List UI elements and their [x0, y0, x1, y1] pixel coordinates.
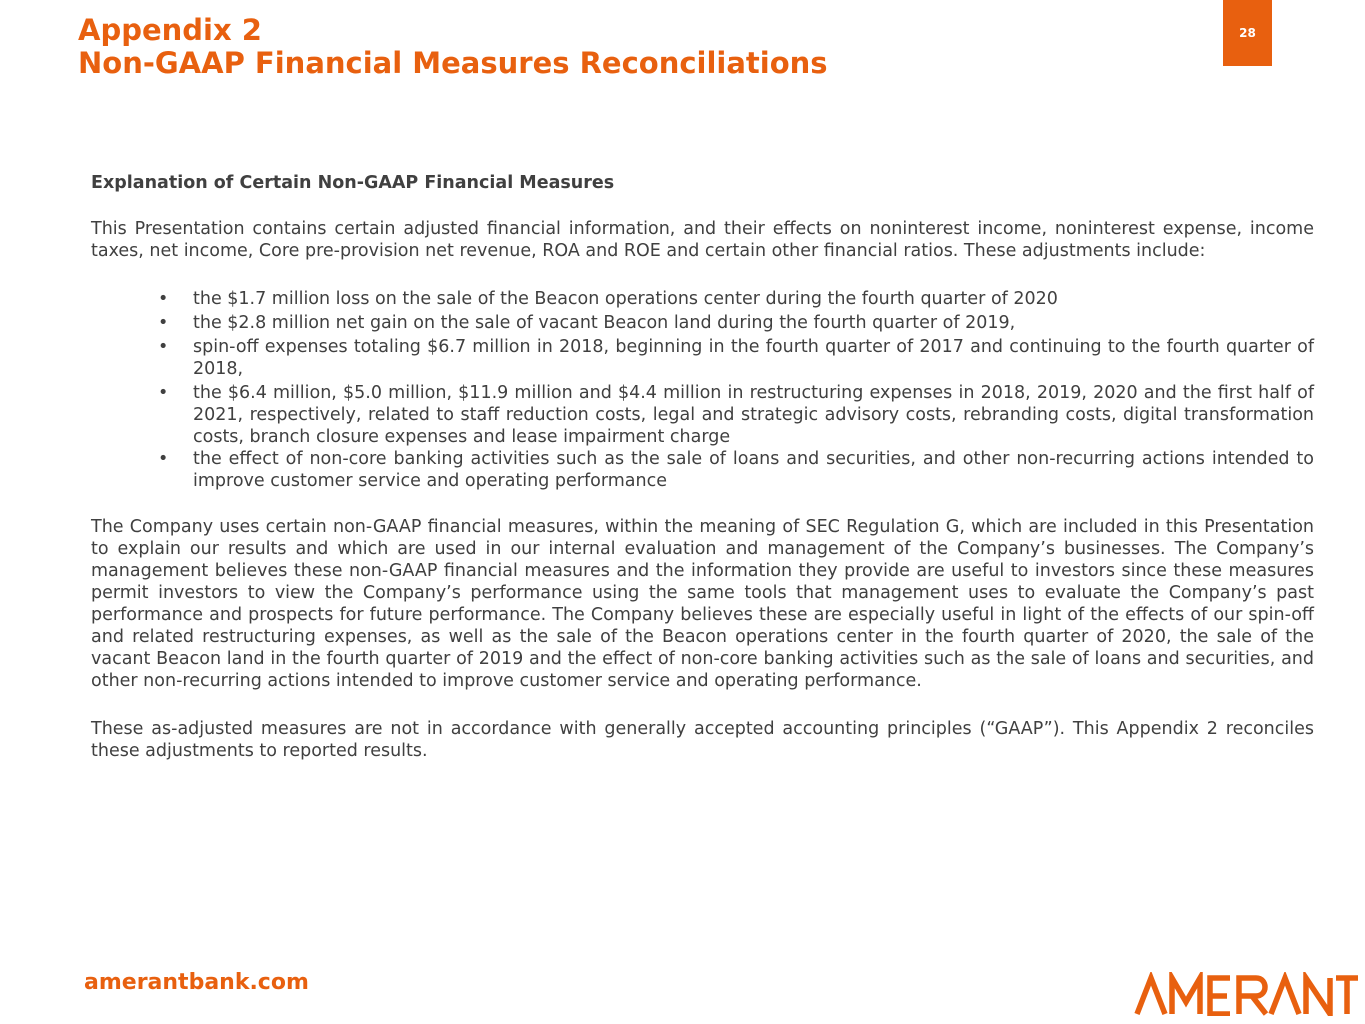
explanation-paragraph: The Company uses certain non-GAAP financial measures, within the meaning of SEC Regulation G, which are included in this Presentation to explain our results and which are used in our internal evaluation and management of the Company’s businesses. The Company’s management believes these non-GAAP financial measures and the information they provide are useful to investors since these measures permit investors to view the Company’s performance using the same tools that management uses to evaluate the Company’s past performance and prospects for future performance. The Company believes these are especially useful in light of the effects of our spin-off and related restructuring expenses, as well as the sale of the Beacon operations center in the fourth quarter of 2020, the sale of the vacant Beacon land in the fourth quarter of 2019 and the effect of non-core banking activities such as the sale of loans and securities, and other non-recurring actions intended to improve customer service and operating performance. [91, 517, 1314, 691]
main-content [91, 172, 1314, 762]
list-item: • the $6.4 million, $5.0 million, $11.9 million and $4.4 million in restructuring expenses in 2018, 2019, 2020 and the first half of 2021, respectively, related to staff reduction costs, legal and strategic advisory costs, rebranding costs, digital transformation costs, branch closure expenses and lease impairment charge [91, 382, 1314, 448]
page-number: 28 [1239, 26, 1256, 40]
page-number-badge [1223, 0, 1272, 66]
footer-website-link[interactable]: amerantbank.com [84, 970, 309, 995]
list-item: • the $1.7 million loss on the sale of the Beacon operations center during the fourth quarter of 2020 [91, 288, 1314, 310]
closing-paragraph: These as-adjusted measures are not in accordance with generally accepted accounting principles (“GAAP”). This Appendix 2 reconciles these adjustments to reported results. [91, 719, 1314, 761]
adjustments-list [91, 288, 1314, 492]
list-item: • the effect of non-core banking activities such as the sale of loans and securities, and other non-recurring actions intended to improve customer service and operating performance [91, 448, 1314, 492]
page-title-line1: Appendix 2 [78, 13, 262, 47]
section-heading: Explanation of Certain Non-GAAP Financial Measures [91, 173, 615, 193]
amerant-logo [1134, 972, 1359, 1016]
list-item: • the $2.8 million net gain on the sale of vacant Beacon land during the fourth quarter of 2019, [91, 312, 1314, 334]
list-item: • spin-off expenses totaling $6.7 million in 2018, beginning in the fourth quarter of 2017 and continuing to the fourth quarter of 2018, [91, 336, 1314, 380]
page-title-line2: Non-GAAP Financial Measures Reconciliations [78, 46, 828, 80]
page-title [78, 14, 828, 80]
intro-paragraph: This Presentation contains certain adjusted financial information, and their effects on noninterest income, noninterest expense, income taxes, net income, Core pre-provision net revenue, ROA and ROE and certain other financial ratios. These adjustments include: [91, 219, 1314, 261]
